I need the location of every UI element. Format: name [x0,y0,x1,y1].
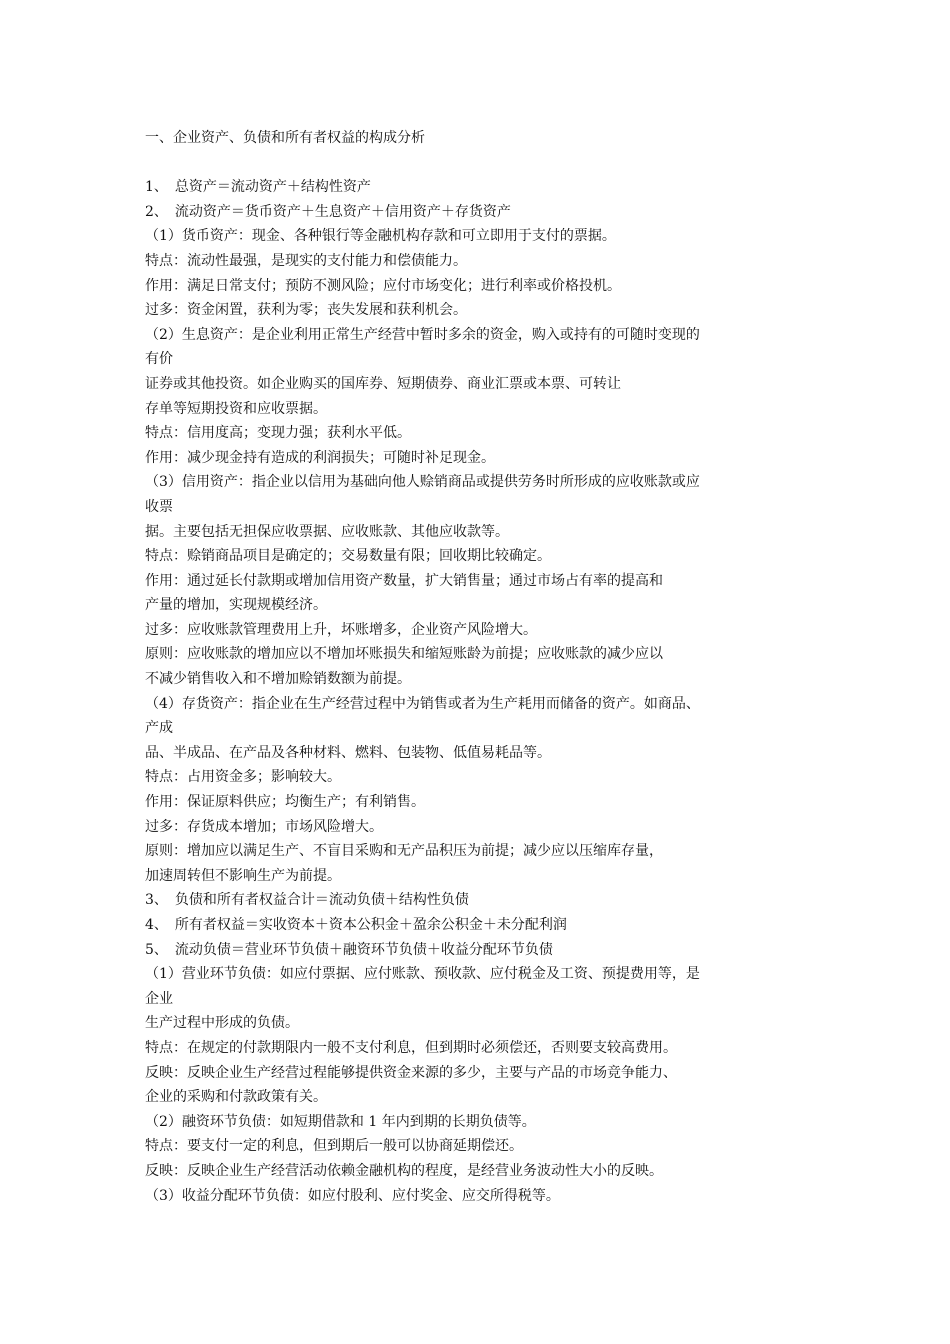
text-line: 3、 负债和所有者权益合计＝流动负债＋结构性负债 [145,892,469,909]
text-line: 生产过程中形成的负债。 [145,1015,299,1032]
text-line: （2）融资环节负债：如短期借款和 1 年内到期的长期负债等。 [145,1113,536,1130]
document-title: 一、企业资产、负债和所有者权益的构成分析 [145,130,425,146]
text-line: （4）存货资产：指企业在生产经营过程中为销售或者为生产耗用而储备的资产。如商品、 [145,695,700,712]
text-line: 特点：在规定的付款期限内一般不支付利息，但到期时必须偿还，否则要支较高费用。 [145,1039,677,1056]
text-line: 据。主要包括无担保应收票据、应收账款、其他应收款等。 [145,523,509,540]
document-lines [145,175,815,1208]
text-line: （2）生息资产：是企业利用正常生产经营中暂时多余的资金，购入或持有的可随时变现的 [145,326,700,343]
text-line: 证券或其他投资。如企业购买的国库券、短期债券、商业汇票或本票、可转让 [145,375,621,392]
text-line: （1）营业环节负债：如应付票据、应付账款、预收款、应付税金及工资、预提费用等，是 [145,966,700,983]
text-line: 反映：反映企业生产经营活动依赖金融机构的程度，是经营业务波动性大小的反映。 [145,1162,663,1179]
text-line: 作用：保证原料供应；均衡生产；有利销售。 [145,794,425,811]
text-line: 作用：满足日常支付；预防不测风险；应付市场变化；进行利率或价格投机。 [145,277,621,294]
text-line: 作用：减少现金持有造成的利润损失；可随时补足现金。 [145,449,495,466]
text-line: 作用：通过延长付款期或增加信用资产数量，扩大销售量；通过市场占有率的提高和 [145,572,663,589]
text-line: 过多：存货成本增加；市场风险增大。 [145,818,383,835]
text-line: 过多：应收账款管理费用上升，坏账增多，企业资产风险增大。 [145,621,537,638]
text-line: 特点：要支付一定的利息，但到期后一般可以协商延期偿还。 [145,1138,523,1155]
text-line: 特点：赊销商品项目是确定的；交易数量有限；回收期比较确定。 [145,548,551,565]
text-line: 过多：资金闲置，获利为零；丧失发展和获利机会。 [145,302,467,319]
text-line: 1、 总资产＝流动资产＋结构性资产 [145,179,371,196]
text-line: （3）收益分配环节负债：如应付股利、应付奖金、应交所得税等。 [145,1187,560,1204]
text-line: 反映：反映企业生产经营过程能够提供资金来源的多少，主要与产品的市场竞争能力、 [145,1064,677,1081]
text-line: 4、 所有者权益＝实收资本＋资本公积金＋盈余公积金＋未分配利润 [145,917,567,933]
text-line: 有价 [145,351,173,368]
text-line: 企业的采购和付款政策有关。 [145,1089,327,1106]
text-line: 特点：占用资金多；影响较大。 [145,769,341,786]
text-line: 特点：流动性最强，是现实的支付能力和偿债能力。 [145,252,467,269]
text-line: 收票 [145,498,173,515]
text-line: 品、半成品、在产品及各种材料、燃料、包装物、低值易耗品等。 [145,744,551,761]
text-line: 不减少销售收入和不增加赊销数额为前提。 [145,671,411,688]
blank-line [145,151,815,176]
text-line: 原则：应收账款的增加应以不增加坏账损失和缩短账龄为前提；应收账款的减少应以 [145,646,663,663]
text-line: 5、 流动负债＝营业环节负债＋融资环节负债＋收益分配环节负债 [145,941,553,958]
text-line: 存单等短期投资和应收票据。 [145,400,327,417]
text-line: 加速周转但不影响生产为前提。 [145,867,341,884]
text-line: 特点：信用度高；变现力强；获利水平低。 [145,425,411,442]
text-line: （3）信用资产：指企业以信用为基础向他人赊销商品或提供劳务时所形成的应收账款或应 [145,474,700,491]
text-line: 企业 [145,990,173,1007]
document-body [145,126,815,1208]
text-line: 产成 [145,720,173,737]
text-line: 原则：增加应以满足生产、不盲目采购和无产品积压为前提；减少应以压缩库存量， [145,843,663,860]
text-line: 2、 流动资产＝货币资产＋生息资产＋信用资产＋存货资产 [145,203,511,220]
text-line: 产量的增加，实现规模经济。 [145,597,327,614]
text-line: （1）货币资产：现金、各种银行等金融机构存款和可立即用于支付的票据。 [145,228,616,245]
